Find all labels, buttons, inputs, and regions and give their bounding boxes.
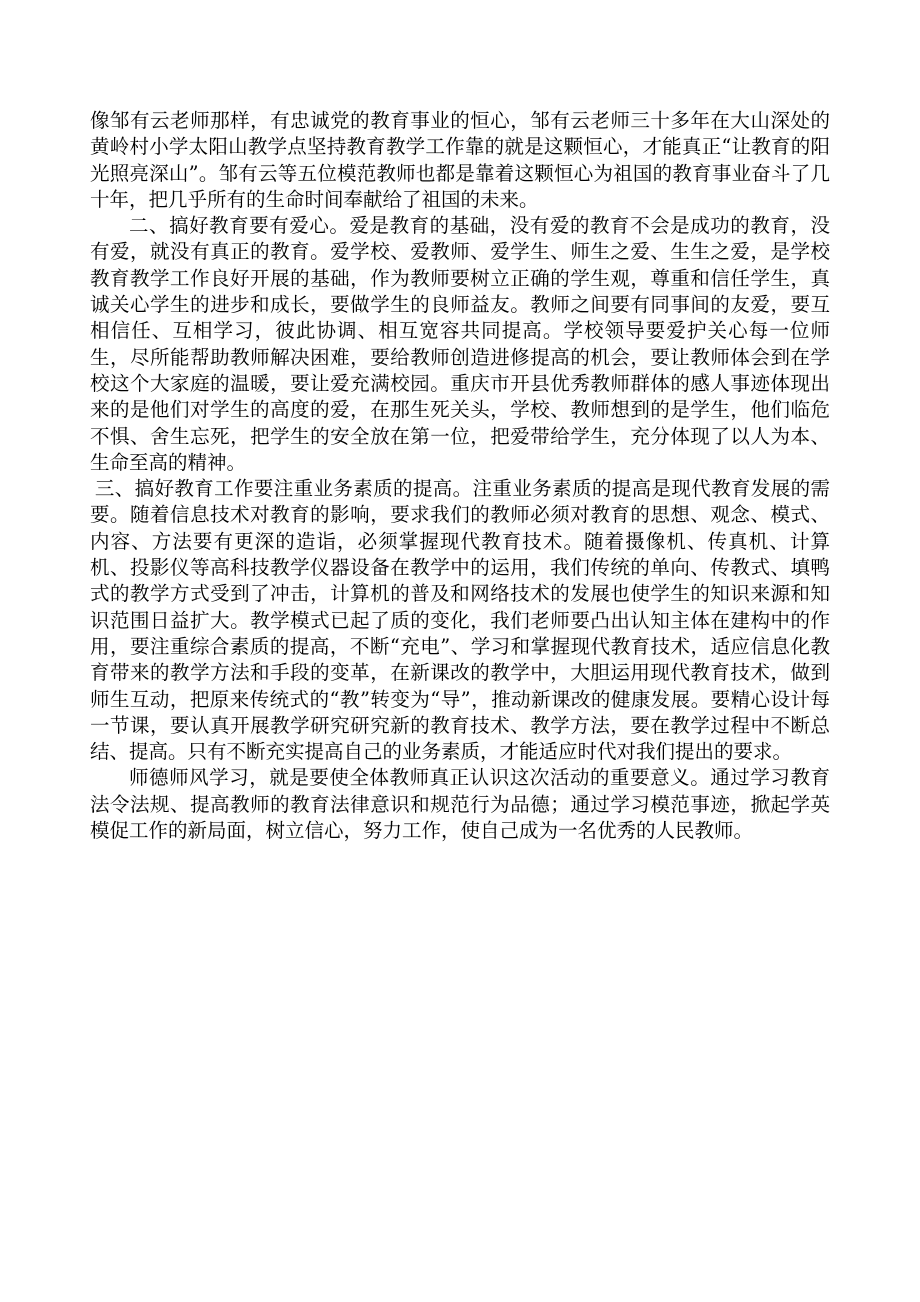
document-body xyxy=(90,108,830,844)
paragraph-section-two: 二、搞好教育要有爱心。爱是教育的基础，没有爱的教育不会是成功的教育，没有爱，就没有真正的教育。爱学校、爱教师、爱学生、师生之爱、生生之爱，是学校教育教学工作良好开展的基础，作为教师要树立正确的学生观，尊重和信任学生，真诚关心学生的进步和成长，要做学生的良师益友。教师之间要有同事间的友爱，要互相信任、互相学习，彼此协调、相互宽容共同提高。学校领导要爱护关心每一位师生，尽所能帮助教师解决困难，要给教师创造进修提高的机会，要让教师体会到在学校这个大家庭的温暖，要让爱充满校园。重庆市开县优秀教师群体的感人事迹体现出来的是他们对学生的高度的爱，在那生死关头，学校、教师想到的是学生，他们临危不惧、舍生忘死，把学生的安全放在第一位，把爱带给学生，充分体现了以人为本、生命至高的精神。 xyxy=(90,214,830,474)
paragraph-conclusion: 师德师风学习，就是要使全体教师真正认识这次活动的重要意义。通过学习教育法令法规、提高教师的教育法律意识和规范行为品德；通过学习模范事迹，掀起学英模促工作的新局面，树立信心，努力工作，使自己成为一名优秀的人民教师。 xyxy=(90,766,830,843)
paragraph-section-three: 三、搞好教育工作要注重业务素质的提高。注重业务素质的提高是现代教育发展的需要。随着信息技术对教育的影响，要求我们的教师必须对教育的思想、观念、模式、内容、方法要有更深的造诣，必须掌握现代教育技术。随着摄像机、传真机、计算机、投影仪等高科技教学仪器设备在教学中的运用，我们传统的单向、传教式、填鸭式的教学方式受到了冲击，计算机的普及和网络技术的发展也使学生的知识来源和知识范围日益扩大。教学模式已起了质的变化，我们老师要凸出认知主体在建构中的作用，要注重综合素质的提高，不断“充电”、学习和掌握现代教育技术，适应信息化教育带来的教学方法和手段的变革，在新课改的教学中，大胆运用现代教育技术，做到师生互动，把原来传统式的“教”转变为“导”，推动新课改的健康发展。要精心设计每一节课，要认真开展教学研究研究新的教育技术、教学方法，要在教学过程中不断总结、提高。只有不断充实提高自己的业务素质，才能适应时代对我们提出的要求。 xyxy=(90,477,830,764)
paragraph-continuation: 像邹有云老师那样，有忠诚党的教育事业的恒心，邹有云老师三十多年在大山深处的黄岭村小学太阳山教学点坚持教育教学工作靠的就是这颗恒心，才能真正“让教育的阳光照亮深山”。邹有云等五位模范教师也都是靠着这颗恒心为祖国的教育事业奋斗了几十年，把几乎所有的生命时间奉献给了祖国的未来。 xyxy=(90,109,830,211)
